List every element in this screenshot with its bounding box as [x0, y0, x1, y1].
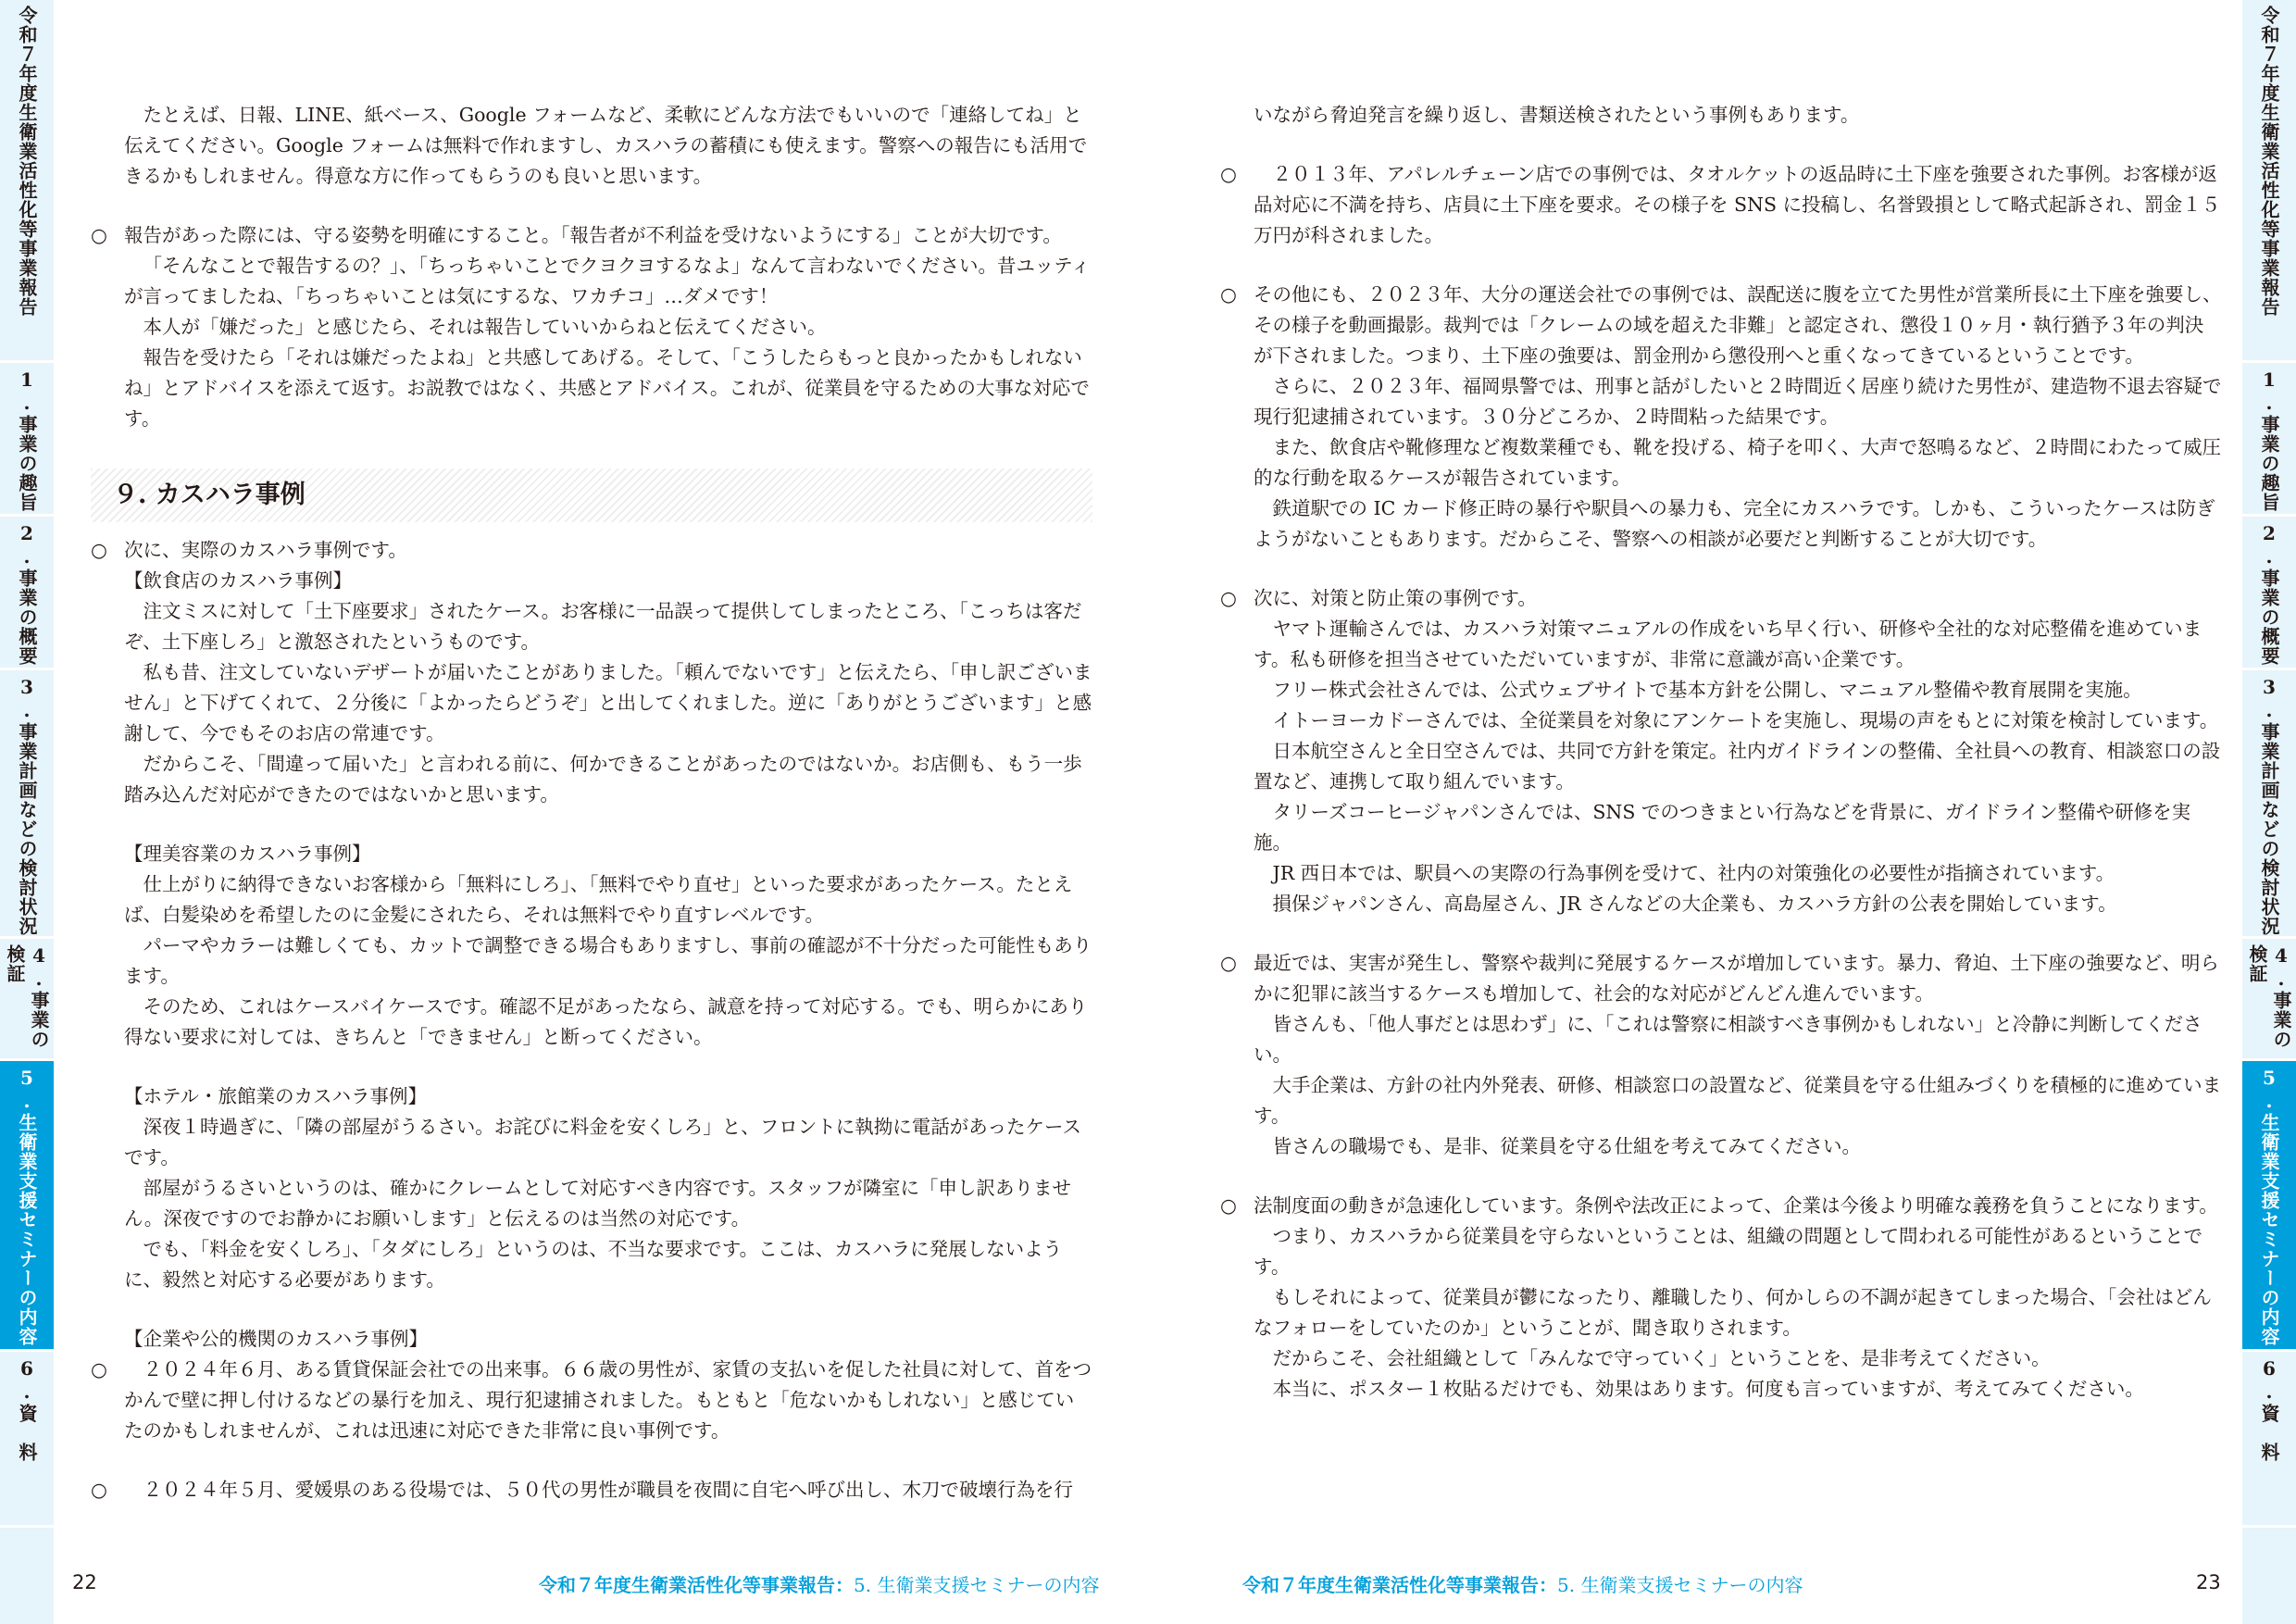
paragraph: 仕上がりに納得できないお客様から「無料にしろ」、「無料でやり直せ」といった要求があったケース。たとえば、白髪染めを希望したのに金髪にされたら、それは無料でやり直すレベルです。 [124, 873, 1073, 926]
bullet-mark: ○ [91, 1358, 107, 1380]
paragraph: 大手企業は、方針の社内外発表、研修、相談窓口の設置など、従業員を守る仕組みづくりを積極的に進めています。 [1254, 1074, 2222, 1127]
bullet-item [1220, 583, 2222, 919]
paragraph: また、飲食店や靴修理など複数業種でも、靴を投げる、椅子を叩く、大声で怒鳴るなど、２時間にわたって威圧的な行動を取るケースが報告されています。 [1254, 436, 2222, 489]
bullet-mark: ○ [1220, 952, 1237, 974]
paragraph: 本人が「嫌だった」と感じたら、それは報告していいからねと伝えてください。 [143, 316, 827, 338]
paragraph: 注文ミスに対して「土下座要求」されたケース。お客様に一品誤って提供してしまったところ、「こっちは客だぞ、土下座しろ」と激怒されたというものです。 [124, 600, 1082, 653]
subheading: 【ホテル・旅館業のカスハラ事例】 [124, 1085, 427, 1107]
paragraph: 法制度面の動きが急速化しています。条例や法改正によって、企業は今後より明確な義務を負うことになります。 [1254, 1194, 2218, 1217]
left-page-body [91, 100, 1092, 1505]
section-title: ９. カスハラ事例 [113, 481, 306, 509]
paragraph: 本当に、ポスター１枚貼るだけでも、効果はあります。何度も言っていますが、考えてみてください。 [1272, 1378, 2144, 1400]
paragraph: 「そんなことで報告するの？」、「ちっちゃいことでクヨクヨするなよ」なんて言わないでください。昔ユッティが言ってましたね、「ちっちゃいことは気にするな、ワカチコ」…ダメです！ [124, 255, 1091, 307]
tab-chapter-1[interactable]: 1.事業の趣旨 [2242, 363, 2296, 517]
bullet-mark: ○ [91, 1479, 107, 1501]
bullet-item [91, 1475, 1092, 1505]
paragraph: ２０２４年６月、ある賃貸保証会社での出来事。６６歳の男性が、家賃の支払いを促した社員に対して、首をつかんで壁に押し付けるなどの暴行を加え、現行犯逮捕されました。もともと「危ないかもしれない」と感じていたのかもしれませんが、これは迅速に対応できた非常に良い事例です。 [124, 1358, 1092, 1442]
page-number-left: 22 [72, 1571, 97, 1593]
bullet-mark: ○ [1220, 283, 1237, 306]
paragraph: その他にも、２０２３年、大分の運送会社での事例では、誤配送に腹を立てた男性が営業所長に土下座を強要し、その様子を動画撮影。裁判では「クレームの域を超えた非難」と認定され、懲役１０ヶ月・執行猶予３年の判決が下されました。つまり、土下座の強要は、罰金刑から懲役刑へと重くなってきているということです。 [1254, 283, 2222, 367]
footer-chapter: 5. 生衛業支援セミナーの内容 [854, 1574, 1100, 1596]
bullet-item [91, 535, 1092, 1355]
tab-chapter-6[interactable]: 6.資 料 [0, 1352, 54, 1528]
footer-chapter: 5. 生衛業支援セミナーの内容 [1557, 1574, 1803, 1596]
right-page-body [1220, 100, 2222, 1405]
paragraph: たとえば、日報、LINE、紙ベース、Google フォームなど、柔軟にどんな方法でもいいので「連絡してね」と伝えてください。Google フォームは無料で作れますし、カスハラの蓄積にも使えます。警察への報告にも活用できるかもしれません。得意な方に作ってもらうのも良いと思います。 [124, 104, 1088, 187]
paragraph: 損保ジャパンさん、高島屋さん、JR さんなどの大企業も、カスハラ方針の公表を開始しています。 [1272, 893, 2117, 915]
section-heading [91, 468, 1092, 522]
footer-report-title: 令和７年度生衛業活性化等事業報告： [1242, 1574, 1557, 1596]
running-footer-right [1242, 1571, 1803, 1599]
tab-chapter-1[interactable]: 1.事業の趣旨 [0, 363, 54, 517]
tab-chapter-4[interactable]: 4.事業の検証 [0, 939, 54, 1061]
paragraph: 深夜１時過ぎに、「隣の部屋がうるさい。お詫びに料金を安くしろ」と、フロントに執拗に電話があったケースです。 [124, 1116, 1082, 1168]
bullet-item [1220, 159, 2222, 251]
subheading: 【理美容業のカスハラ事例】 [124, 843, 371, 865]
paragraph: 皆さんの職場でも、是非、従業員を守る仕組を考えてみてください。 [1272, 1135, 1861, 1157]
tab-chapter-3[interactable]: 3.事業計画などの検討状況 [2242, 670, 2296, 939]
tab-chapter-3[interactable]: 3.事業計画などの検討状況 [0, 670, 54, 939]
tab-chapter-5[interactable]: 5.生衛業支援セミナーの内容 [0, 1061, 54, 1352]
page-number-right: 23 [2196, 1571, 2221, 1593]
paragraph: タリーズコーヒージャパンさんでは、SNS でのつきまとい行為などを背景に、ガイドライン整備や研修を実施。 [1254, 801, 2191, 854]
paragraph: だからこそ、会社組織として「みんなで守っていく」ということを、是非考えてください。 [1272, 1347, 2051, 1369]
paragraph: 次に、実際のカスハラ事例です。 [124, 539, 407, 561]
paragraph: 私も昔、注文していないデザートが届いたことがありました。「頼んでないです」と伝えたら、「申し訳ございません」と下げてくれて、２分後に「よかったらどうぞ」と出してくれました。逆に「ありがとうございます」と感謝して、今でもそのお店の常連です。 [124, 661, 1092, 744]
paragraph: ２０１３年、アパレルチェーン店での事例では、タオルケットの返品時に土下座を強要された事例。お客様が返品対応に不満を持ち、店員に土下座を要求。その様子を SNS に投稿し、名誉毀損として略式起訴され、罰金１５万円が科されました。 [1254, 163, 2221, 246]
paragraph: 日本航空さんと全日空さんでは、共同で方針を策定。社内ガイドラインの整備、全社員への教育、相談窓口の設置など、連携して取り組んでいます。 [1254, 740, 2221, 793]
bullet-item [1220, 280, 2222, 555]
paragraph: でも、「料金を安くしろ」、「タダにしろ」というのは、不当な要求です。ここは、カスハラに発展しないように、毅然と対応する必要があります。 [124, 1238, 1063, 1291]
bullet-mark: ○ [1220, 587, 1237, 609]
paragraph: もしそれによって、従業員が鬱になったり、離職したり、何かしらの不調が起きてしまった場合、「会社はどんなフォローをしていたのか」ということが、聞き取りされます。 [1254, 1286, 2212, 1339]
bullet-item [91, 1355, 1092, 1446]
tab-chapter-4[interactable]: 4.事業の検証 [2242, 939, 2296, 1061]
paragraph: つまり、カスハラから従業員を守らないということは、組織の問題として問われる可能性があるということです。 [1254, 1225, 2202, 1278]
paragraph: フリー株式会社さんでは、公式ウェブサイトで基本方針を公開し、マニュアル整備や教育展開を実施。 [1272, 679, 2142, 701]
paragraph: イトーヨーカドーさんでは、全従業員を対象にアンケートを実施し、現場の声をもとに対策を検討しています。 [1272, 709, 2219, 731]
subheading: 【飲食店のカスハラ事例】 [124, 569, 352, 592]
bullet-mark: ○ [1220, 1194, 1237, 1217]
paragraph: 皆さんも、「他人事だとは思わず」に、「これは警察に相談すべき事例かもしれない」と冷静に判断してください。 [1254, 1013, 2202, 1066]
paragraph: ヤマト運輸さんでは、カスハラ対策マニュアルの作成をいち早く行い、研修や全社的な対応整備を進めています。私も研修を担当させていただいていますが、非常に意識が高い企業です。 [1254, 618, 2202, 670]
paragraph: 次に、対策と防止策の事例です。 [1254, 587, 1537, 609]
paragraph: 最近では、実害が発生し、警察や裁判に発展するケースが増加しています。暴力、脅迫、土下座の強要など、明らかに犯罪に該当するケースも増加して、社会的な対応がどんどん進んでいます。 [1254, 952, 2219, 1005]
paragraph: 部屋がうるさいというのは、確かにクレームとして対応すべき内容です。スタッフが隣室に「申し訳ありません。深夜ですのでお静かにお願いします」と伝えるのは当然の対応です。 [124, 1177, 1071, 1230]
paragraph: 鉄道駅での IC カード修正時の暴行や駅員への暴力も、完全にカスハラです。しかも、こういったケースは防ぎようがないこともあります。だからこそ、警察への相談が必要だと判断することが大切です。 [1254, 497, 2215, 550]
chapter-tabs-left [0, 0, 54, 1624]
bullet-item [91, 220, 1092, 434]
chapter-tabs-right [2242, 0, 2296, 1624]
subheading: 【企業や公的機関のカスハラ事例】 [124, 1328, 428, 1350]
paragraph: JR 西日本では、駅員への実際の行為事例を受けて、社内の対策強化の必要性が指摘されています。 [1272, 862, 2115, 884]
bullet-mark: ○ [91, 224, 107, 246]
tab-report-title[interactable]: 令和７年度生衛業活性化等事業報告 [2242, 0, 2296, 363]
tab-chapter-2[interactable]: 2.事業の概要 [2242, 517, 2296, 670]
paragraph: いながら脅迫発言を繰り返し、書類送検されたという事例もあります。 [1254, 104, 1860, 126]
running-footer-left [539, 1571, 1099, 1599]
paragraph: そのため、これはケースバイケースです。確認不足があったなら、誠意を持って対応する。でも、明らかにあり得ない要求に対しては、きちんと「できません」と断ってください。 [124, 995, 1088, 1048]
bullet-item [1220, 1191, 2222, 1405]
tab-report-title[interactable]: 令和７年度生衛業活性化等事業報告 [0, 0, 54, 363]
tab-chapter-2[interactable]: 2.事業の概要 [0, 517, 54, 670]
paragraph: ２０２４年５月、愛媛県のある役場では、５０代の男性が職員を夜間に自宅へ呼び出し、木刀で破壊行為を行 [143, 1479, 1073, 1501]
paragraph: だからこそ、「間違って届いた」と言われる前に、何かできることがあったのではないか。お店側も、もう一歩踏み込んだ対応ができたのではないかと思います。 [124, 753, 1082, 806]
tab-chapter-6[interactable]: 6.資 料 [2242, 1352, 2296, 1528]
bullet-item [1220, 948, 2222, 1162]
paragraph: パーマやカラーは難しくても、カットで調整できる場合もありますし、事前の確認が不十分だった可能性もあります。 [124, 934, 1092, 987]
paragraph: 報告を受けたら「それは嫌だったよね」と共感してあげる。そして、「こうしたらもっと良かったかもしれないね」とアドバイスを添えて返す。お説教ではなく、共感とアドバイス。これが、従業員を守るための大事な対応です。 [124, 346, 1090, 430]
paragraph: 報告があった際には、守る姿勢を明確にすること。「報告者が不利益を受けないようにする」ことが大切です。 [124, 224, 1062, 246]
footer-report-title: 令和７年度生衛業活性化等事業報告： [539, 1574, 854, 1596]
bullet-mark: ○ [1220, 163, 1237, 185]
bullet-mark: ○ [91, 539, 107, 561]
tab-chapter-5[interactable]: 5.生衛業支援セミナーの内容 [2242, 1061, 2296, 1352]
paragraph: さらに、２０２３年、福岡県警では、刑事と話がしたいと２時間近く居座り続けた男性が、建造物不退去容疑で現行犯逮捕されています。３０分どころか、２時間粘った結果です。 [1254, 375, 2222, 428]
